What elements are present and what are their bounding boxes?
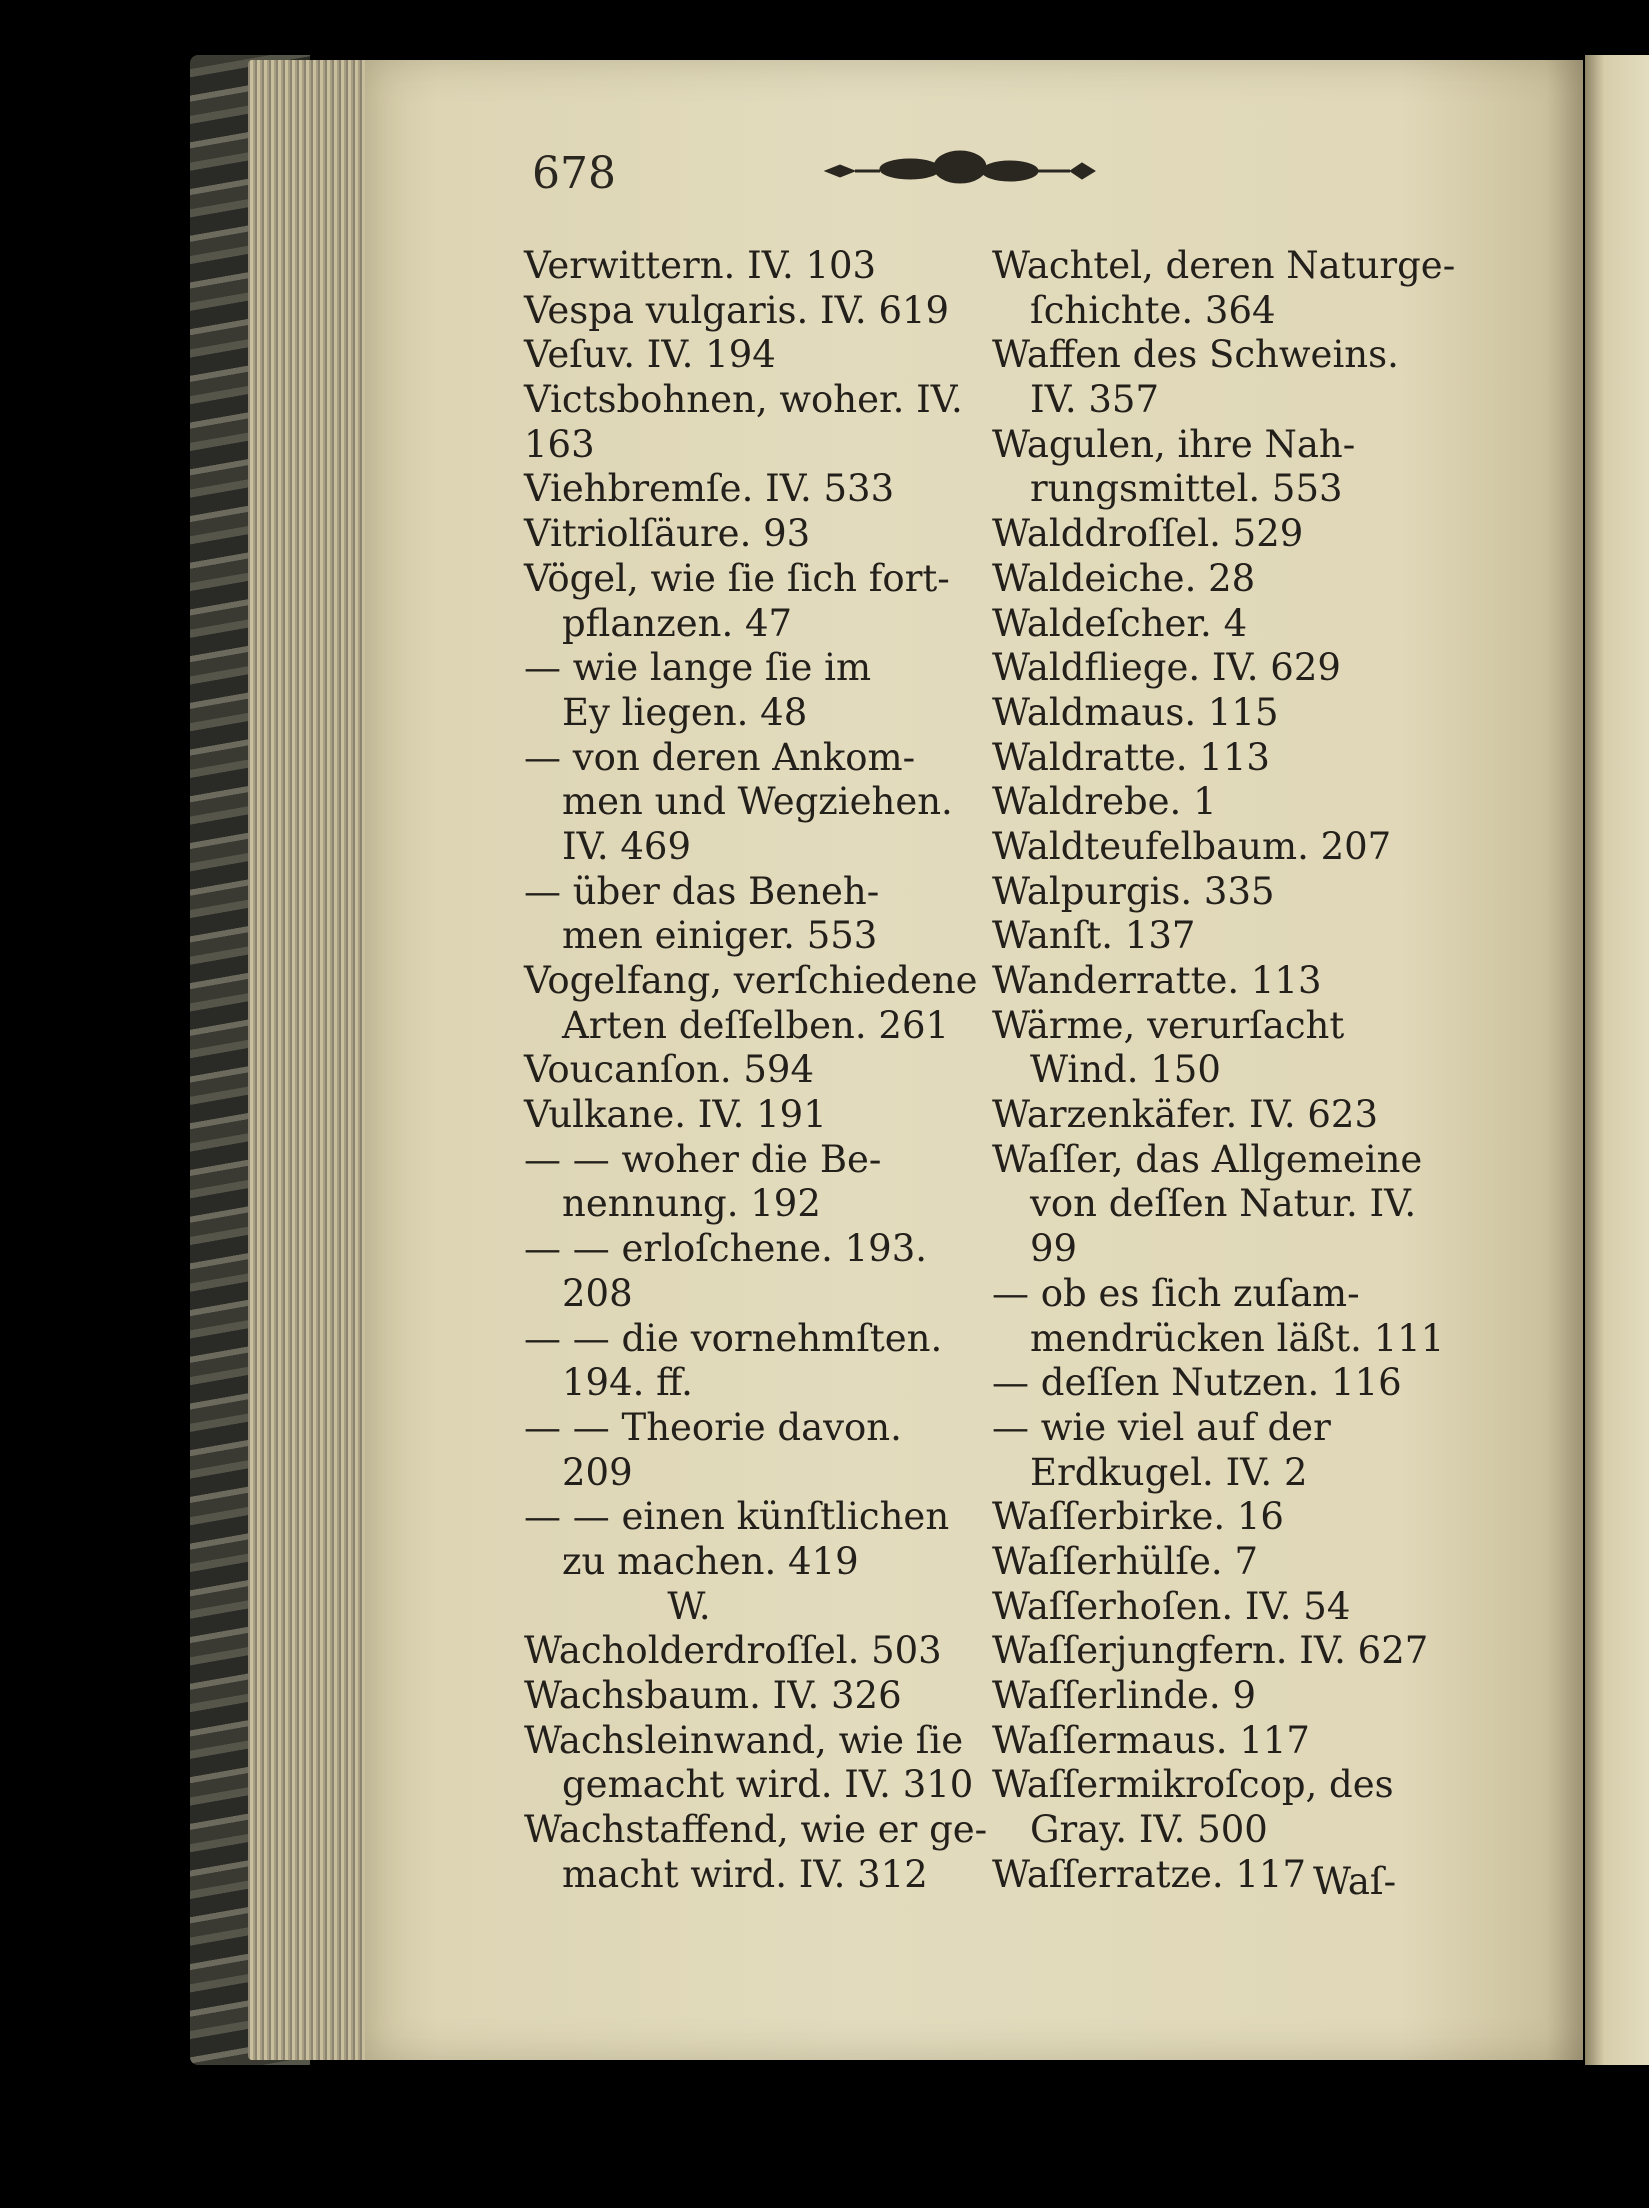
index-entry-line: zu machen. 419 xyxy=(562,1539,859,1583)
index-entry-line: Wacholderdroſſel. 503 xyxy=(524,1629,942,1673)
index-entry-line: — — Theorie davon. xyxy=(524,1405,902,1449)
index-entry-line: — — einen künſtlichen xyxy=(524,1495,950,1539)
index-entry-line: Wachsbaum. IV. 326 xyxy=(524,1674,902,1717)
index-entry-line: Vögel, wie ſie ſich fort- xyxy=(524,556,950,600)
index-entry-line: — — woher die Be- xyxy=(524,1137,882,1181)
index-entry-line: IV. 469 xyxy=(562,824,692,868)
index-entry-line: Waldmaus. 115 xyxy=(992,690,1279,734)
index-entry-line: — — erloſchene. 193. xyxy=(524,1227,927,1271)
index-entry-line: ſchichte. 364 xyxy=(1030,288,1276,332)
index-entry-line: Arten deſſelben. 261 xyxy=(562,1003,950,1047)
index-entry-line: nennung. 192 xyxy=(562,1182,821,1226)
index-entry-line: Gray. IV. 500 xyxy=(1030,1808,1268,1852)
index-entry-line: Waſſerbirke. 16 xyxy=(992,1495,1284,1539)
index-entry-line: Vitriolſäure. 93 xyxy=(524,512,811,556)
index-entry-line: IV. 357 xyxy=(1030,378,1160,422)
index-entry-line: Waſſerhoſen. IV. 54 xyxy=(992,1584,1351,1628)
catchword: Waſ- xyxy=(1313,1860,1397,1903)
index-entry-line: — — die vornehmſten. xyxy=(524,1316,943,1360)
index-entry-line: Veſuv. IV. 194 xyxy=(524,333,776,377)
index-entry-line: Waldteufelbaum. 207 xyxy=(992,824,1392,868)
index-entry-line: Waſſermikroſcop, des xyxy=(992,1763,1394,1807)
index-entry-line: men und Wegziehen. xyxy=(562,780,953,824)
index-entry-line: Waſſermaus. 117 xyxy=(992,1718,1310,1762)
index-entry-line: — ob es ſich zuſam- xyxy=(992,1271,1360,1315)
index-entry-line: Waldeiche. 28 xyxy=(992,556,1256,600)
index-entry-line: Ey liegen. 48 xyxy=(562,690,808,734)
index-entry-line: Wanſt. 137 xyxy=(992,914,1196,958)
index-entry-line: — wie lange ſie im xyxy=(524,646,872,690)
index-entry-line: Wanderratte. 113 xyxy=(992,959,1322,1002)
decorative-ornament-icon xyxy=(820,145,1100,193)
index-entry-line: 194. ff. xyxy=(562,1361,693,1405)
page-number: 678 xyxy=(532,148,616,199)
index-entry-line: Vogelfang, verſchiedene xyxy=(524,959,978,1002)
index-entry-line: Viehbremſe. IV. 533 xyxy=(524,467,895,511)
index-entry-line: Voucanſon. 594 xyxy=(524,1048,814,1092)
index-entry-line: Waldfliege. IV. 629 xyxy=(992,646,1341,690)
index-entry-line: — deſſen Nutzen. 116 xyxy=(992,1361,1402,1405)
index-entry-line: von deſſen Natur. IV. xyxy=(1030,1182,1417,1226)
index-entry-line: Verwittern. IV. 103 xyxy=(524,244,877,287)
index-entry-line: Waldratte. 113 xyxy=(992,735,1270,779)
facing-page-edge xyxy=(1585,55,1649,2065)
index-entry-line: men einiger. 553 xyxy=(562,914,878,958)
index-entry-line: Waſſerlinde. 9 xyxy=(992,1674,1256,1717)
index-entry-line: gemacht wird. IV. 310 xyxy=(562,1763,974,1807)
index-entry-line: Wachstaffend, wie er ge- xyxy=(524,1808,988,1852)
index-entry-line: Waſſerhülſe. 7 xyxy=(992,1539,1258,1583)
index-entry-line: Walpurgis. 335 xyxy=(992,869,1275,913)
index-entry-line: Waffen des Schweins. xyxy=(992,333,1399,377)
index-entry-line: macht wird. IV. 312 xyxy=(562,1852,928,1896)
index-entry-line: Walddroſſel. 529 xyxy=(992,512,1304,556)
index-entry-line: Waldrebe. 1 xyxy=(992,780,1217,824)
index-entry-line: Wachtel, deren Naturge- xyxy=(992,244,1456,287)
index-entry-line: Victsbohnen, woher. IV. xyxy=(524,378,963,422)
index-entry-line: mendrücken läßt. 111 xyxy=(1030,1316,1445,1360)
index-entry-line: — über das Beneh- xyxy=(524,869,880,913)
index-entry-line: Waldeſcher. 4 xyxy=(992,601,1248,645)
index-column-right xyxy=(992,244,1456,1897)
index-entry-line: 163 xyxy=(524,422,595,466)
index-entry-line: 208 xyxy=(562,1271,633,1315)
index-entry-line: Vulkane. IV. 191 xyxy=(524,1093,827,1137)
index-entry-line: Wind. 150 xyxy=(1030,1048,1221,1092)
index-entry-line: Vespa vulgaris. IV. 619 xyxy=(524,288,950,332)
index-entry-line: Waſſer, das Allgemeine xyxy=(992,1137,1423,1181)
index-entry-line: Wachsleinwand, wie ſie xyxy=(524,1718,964,1762)
index-entry-line: Waſſerratze. 117 xyxy=(992,1852,1306,1896)
index-entry-line: pflanzen. 47 xyxy=(562,601,793,645)
index-entry-line: — von deren Ankom- xyxy=(524,735,916,779)
index-entry-line: W. xyxy=(667,1584,711,1628)
index-entry-line: Wagulen, ihre Nah- xyxy=(992,422,1356,466)
index-entry-line: Waſſerjungfern. IV. 627 xyxy=(992,1629,1429,1673)
index-column-left xyxy=(524,244,988,1897)
index-entry-line: — wie viel auf der xyxy=(992,1405,1331,1449)
index-entry-line: 99 xyxy=(1030,1227,1078,1271)
index-entry-line: Warzenkäfer. IV. 623 xyxy=(992,1093,1379,1137)
index-entry-line: Wärme, verurſacht xyxy=(992,1003,1345,1047)
index-entry-line: rungsmittel. 553 xyxy=(1030,467,1343,511)
index-entry-line: Erdkugel. IV. 2 xyxy=(1030,1450,1308,1494)
index-entry-line: 209 xyxy=(562,1450,633,1494)
